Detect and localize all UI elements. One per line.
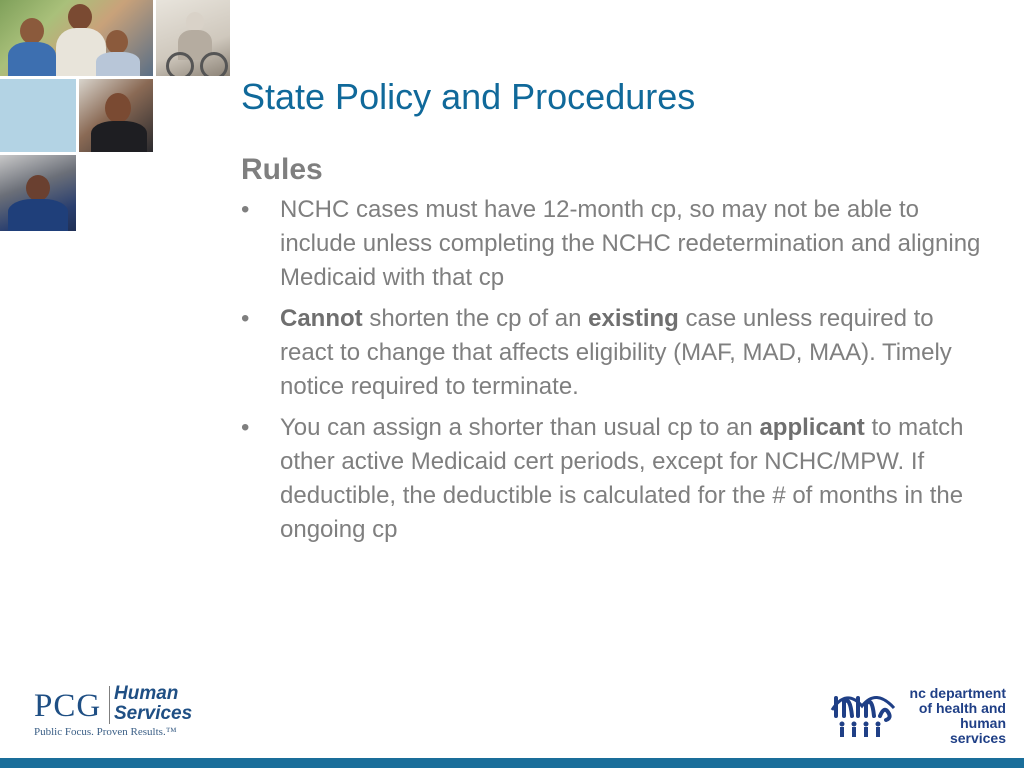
slide-content — [241, 153, 981, 554]
bold-term: applicant — [759, 414, 865, 441]
pcg-tagline: Public Focus. Proven Results.™ — [34, 726, 177, 738]
human-services-line2: Services — [114, 703, 193, 724]
bullet-marker: • — [241, 196, 250, 223]
bullet-text: to match other active Medicaid cert periods, except for NCHC/MPW. If deductible, the deductible is calculated for the # of months in the ongoing cp — [280, 414, 964, 543]
page-title: State Policy and Procedures — [241, 76, 696, 117]
dhhs-wordmark — [902, 686, 1006, 746]
bullet-text: You can assign a shorter than usual cp to an — [280, 414, 760, 441]
pcg-logo — [34, 684, 204, 744]
bullet-text: case unless required to react to change that affects eligibility (MAF, MAD, MAA). Timely notice required to terminate. — [280, 305, 952, 400]
bold-term: existing — [588, 305, 679, 332]
bold-term: Cannot — [280, 305, 363, 332]
list-item — [241, 302, 981, 404]
human-services-line1: Human — [114, 683, 179, 704]
worker-photo — [0, 155, 76, 231]
footer-accent-bar — [0, 758, 1024, 768]
bullet-marker: • — [241, 414, 250, 441]
bullet-text: NCHC cases must have 12-month cp, so may not be able to include unless completing the NCHC redetermination and aligning Medicaid with that cp — [280, 196, 981, 291]
bullet-text: shorten the cp of an — [362, 305, 589, 332]
family-photo — [0, 0, 153, 76]
subheading: Rules — [241, 153, 323, 186]
woman-photo — [79, 79, 153, 152]
list-item — [241, 193, 981, 295]
bullet-list — [241, 193, 981, 547]
logo-divider — [109, 686, 110, 724]
dhhs-line1: nc department — [909, 685, 1006, 701]
human-services-wordmark — [114, 684, 192, 724]
blue-tile — [0, 79, 76, 152]
list-item — [241, 411, 981, 547]
dhhs-line2: of health and — [918, 700, 1006, 716]
ncdhhs-logo — [826, 680, 1016, 746]
dhhs-emblem-icon — [826, 682, 900, 740]
wheelchair-photo — [156, 0, 230, 76]
dhhs-line3: human services — [949, 715, 1006, 746]
bullet-marker: • — [241, 305, 250, 332]
photo-mosaic — [0, 0, 230, 232]
pcg-wordmark: PCG — [34, 688, 102, 724]
